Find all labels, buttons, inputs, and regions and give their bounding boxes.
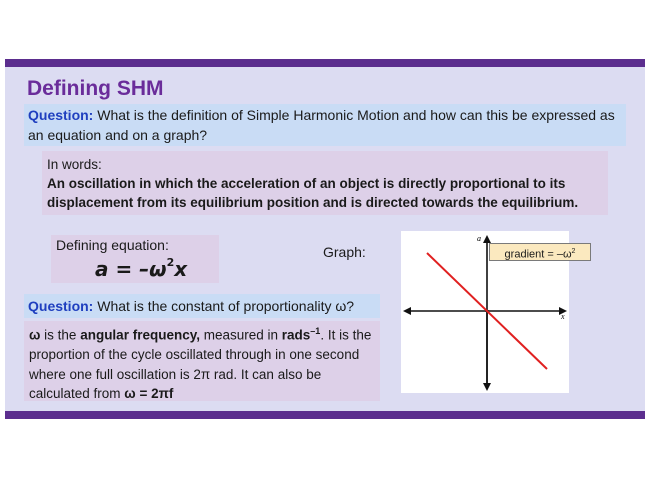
angular-frequency-term: angular frequency,: [80, 327, 200, 343]
definition-label: In words:: [47, 157, 102, 172]
unit-exponent: –1: [310, 326, 321, 336]
answer-text-1: is the: [40, 327, 81, 343]
equation-variable: x: [174, 257, 188, 281]
equation-lhs: a = –ω: [95, 257, 167, 281]
y-axis-label: a: [477, 234, 481, 243]
unit-rads: rads: [281, 327, 311, 343]
gradient-text: gradient = –ω: [504, 248, 572, 261]
equation-label: Defining equation:: [56, 237, 169, 253]
answer-box: [24, 321, 380, 401]
answer-text-2: measured in: [199, 327, 282, 343]
equation-box: [51, 235, 219, 283]
definition-box: [42, 151, 608, 215]
slide-title: Defining SHM: [27, 77, 164, 100]
question-text-2: What is the constant of proportionality ω?: [93, 298, 355, 314]
answer-text-3: . It is the proportion of the cycle oscillated through in one second where one full oscillation is 2π rad. It can also be calculated from: [29, 327, 372, 401]
question-label-2: Question:: [28, 298, 94, 314]
question-text: What is the definition of Simple Harmonic Motion and how can this be expressed as an equation and on a graph?: [28, 107, 615, 143]
graph-label: Graph:: [323, 244, 366, 260]
graph-panel: [401, 231, 576, 393]
gradient-exponent: 2: [571, 248, 576, 255]
x-axis-label: x: [561, 312, 565, 321]
top-accent-bar: [5, 59, 645, 67]
omega-formula: ω = 2πf: [124, 386, 174, 401]
equation-formula: [95, 257, 187, 281]
bottom-accent-bar: [5, 411, 645, 419]
question-box: [24, 104, 626, 146]
question-label: Question:: [28, 107, 94, 123]
slide: [5, 59, 645, 419]
equation-exponent: 2: [166, 256, 175, 270]
gradient-label: [489, 243, 591, 261]
omega-symbol: ω: [29, 327, 41, 343]
definition-text: An oscillation in which the acceleration of an object is directly proportional to its displacement from its equilibrium position and is directed towards the equilibrium.: [47, 176, 579, 210]
question-box-2: [24, 294, 380, 318]
